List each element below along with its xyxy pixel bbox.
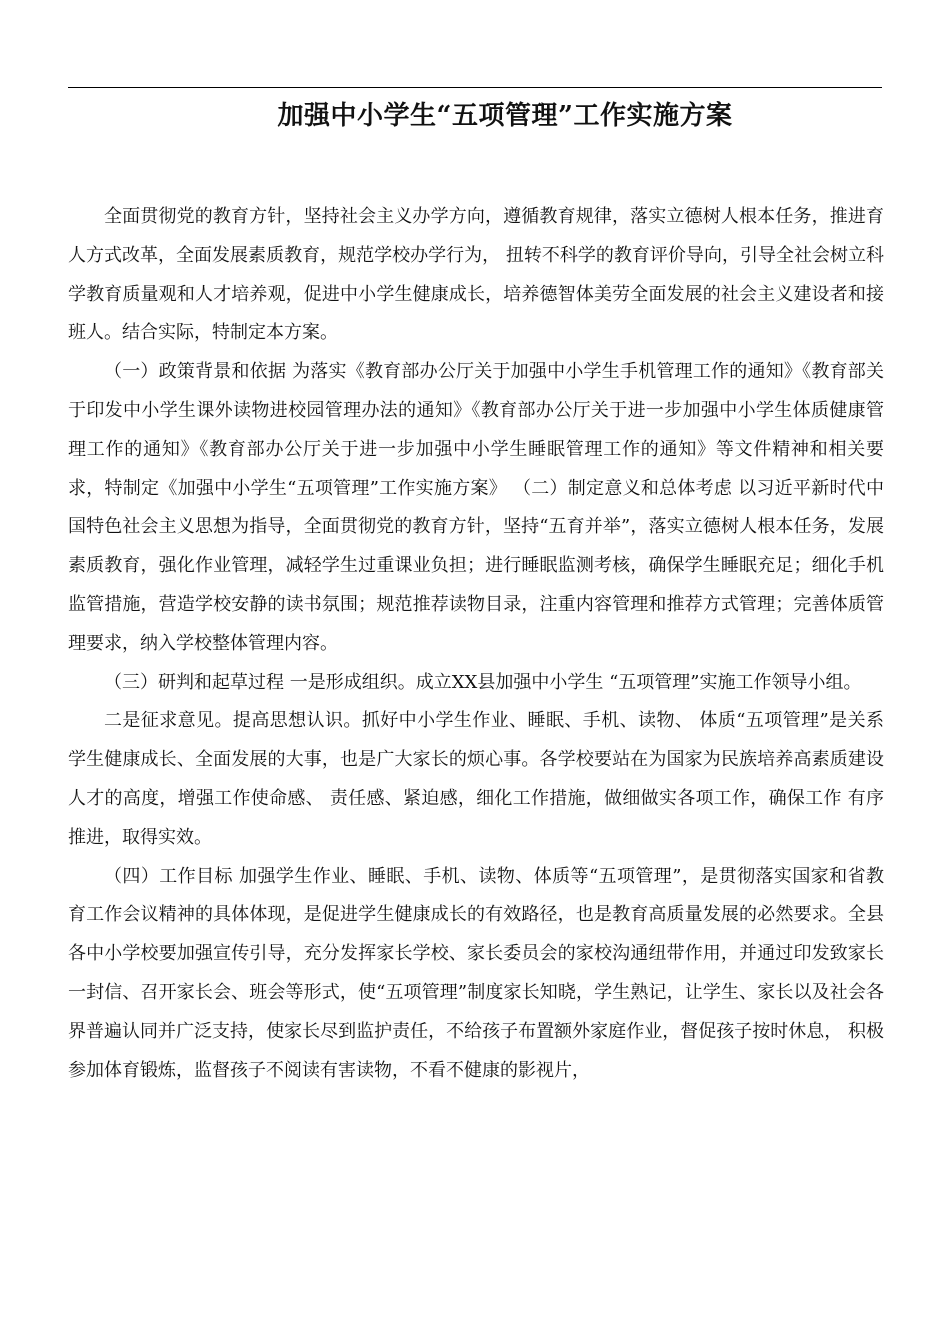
header-rule xyxy=(68,87,882,88)
paragraph-section-3: （三）研判和起草过程 一是形成组织。成立XX县加强中小学生 “五项管理”实施工作领导小组。 xyxy=(104,671,862,693)
paragraph-intro: 全面贯彻党的教育方针，坚持社会主义办学方向，遵循教育规律，落实立德树人根本任务，推进育人方式改革，全面发展素质教育，规范学校办学行为， 扭转不科学的教育评价导向，引导全社会树立科学教育质量观和人才培养观，促进中小学生健康成长，培养德智体美劳全面发展的社会主义建设者和接班人。结合实际，特制定本方案。 xyxy=(68,206,884,344)
document-title: 加强中小学生“五项管理”工作实施方案 xyxy=(277,101,733,131)
paragraph-section-4: （四）工作目标 加强学生作业、睡眠、手机、读物、体质等“五项管理”，是贯彻落实国家和省教育工作会议精神的具体体现，是促进学生健康成长的有效路径，也是教育高质量发展的必然要求。全县各中小学校要加强宣传引导，充分发挥家长学校、家长委员会的家校沟通纽带作用，并通过印发致家长一封信、召开家长会、班会等形式，使“五项管理”制度家长知晓，学生熟记，让学生、家长以及社会各界普遍认同并广泛支持，使家长尽到监护责任，不给孩子布置额外家庭作业，督促孩子按时休息， 积极参加体育锻炼，监督孩子不阅读有害读物，不看不健康的影视片， xyxy=(68,865,884,1081)
document-body xyxy=(68,198,884,1090)
paragraph-opinions: 二是征求意见。提高思想认识。抓好中小学生作业、睡眠、手机、读物、 体质“五项管理”是关系学生健康成长、全面发展的大事，也是广大家长的烦心事。各学校要站在为国家为民族培养高素质建设人才的高度，增强工作使命感、 责任感、紧迫感，细化工作措施，做细做实各项工作，确保工作 有序推进，取得实效。 xyxy=(68,710,884,848)
paragraph-section-1-2: （一）政策背景和依据 为落实《教育部办公厅关于加强中小学生手机管理工作的通知》《教育部关于印发中小学生课外读物进校园管理办法的通知》《教育部办公厅关于进一步加强中小学生体质健康管理工作的通知》《教育部办公厅关于进一步加强中小学生睡眠管理工作的通知》等文件精神和相关要求，特制定《加强中小学生“五项管理”工作实施方案》 （二）制定意义和总体考虑 以习近平新时代中国特色社会主义思想为指导，全面贯彻党的教育方针，坚持“五育并举”，落实立德树人根本任务，发展素质教育，强化作业管理，减轻学生过重课业负担；进行睡眠监测考核，确保学生睡眠充足；细化手机监管措施，营造学校安静的读书氛围；规范推荐读物目录，注重内容管理和推荐方式管理；完善体质管理要求，纳入学校整体管理内容。 xyxy=(68,361,884,654)
